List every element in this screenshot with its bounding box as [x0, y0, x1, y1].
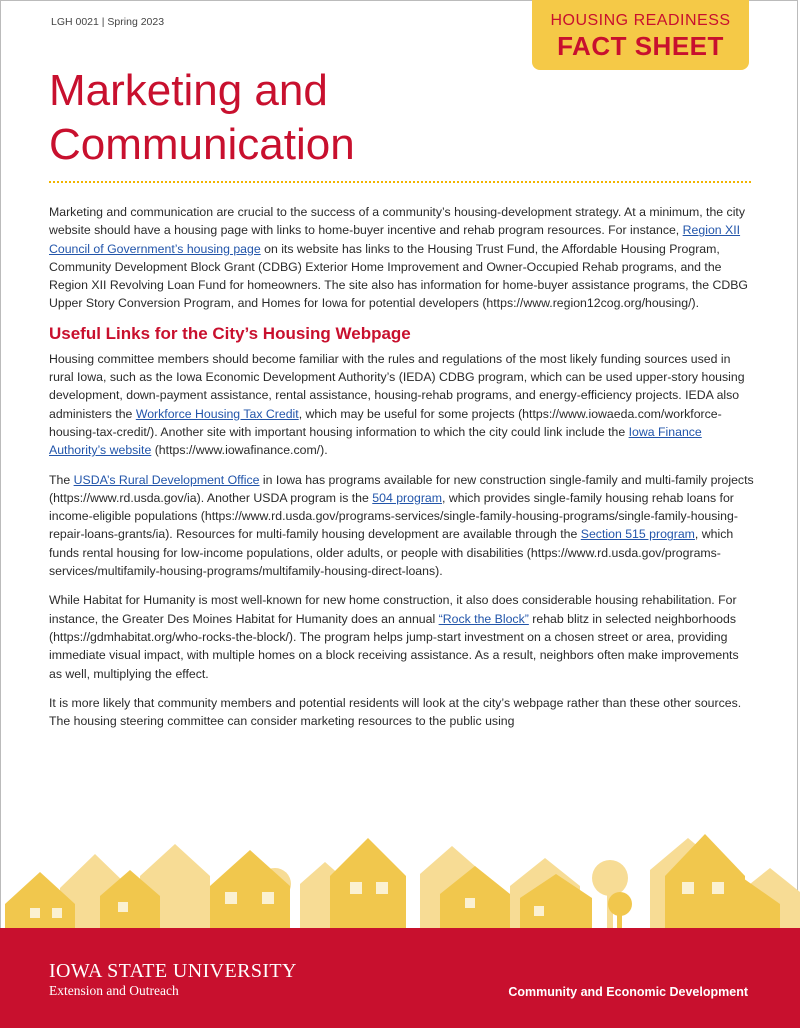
usda-rural-development-link[interactable]: USDA’s Rural Development Office — [73, 472, 260, 487]
page-title: Marketing and Communication — [49, 66, 355, 169]
text-run: , which provides single-family housing rehab loans for income-eligible populations (https://www.rd.usda.gov/programs-services/single-family-housing-programs/single-family-housing-repair-loans-grants/ia). Resources for multi-family housing development are available through the — [49, 490, 738, 542]
usda-paragraph — [49, 471, 755, 581]
city-webpage-paragraph: It is more likely that community members and potential residents will look at the city’s webpage rather than these other sources. The housing steering committee can consider marketing resources to the public using — [49, 695, 742, 729]
dotted-divider — [49, 181, 751, 183]
text-run: in Iowa has programs available for new construction single-family and multi-family projects (https://www.rd.usda.gov/ia). Another USDA program is the — [49, 472, 754, 505]
region-xii-housing-link[interactable]: Region XII Council of Government’s housing page — [49, 223, 741, 256]
iowa-finance-authority-link[interactable]: Iowa Finance Authority’s website — [49, 424, 702, 458]
footer-band — [0, 928, 800, 1028]
intro-paragraph — [49, 203, 755, 313]
workforce-housing-tax-credit-link[interactable]: Workforce Housing Tax Credit — [135, 406, 299, 421]
fact-tab-top-label: HOUSING READINESS — [550, 12, 731, 29]
fact-sheet-tab — [532, 0, 749, 70]
department-label: Community and Economic Development — [508, 985, 748, 999]
text-run: , which funds rental housing for low-income populations, older adults, or people with disabilities (https://www.rd.usda.gov/programs-services/multifamily-housing-programs/multifamily-housing-direct-loans). — [49, 527, 734, 579]
504-program-link[interactable]: 504 program — [372, 490, 443, 505]
text-run: rehab blitz in selected neighborhoods (https://gdmhabitat.org/who-rocks-the-block/). The program helps jump-start investment on a chosen street or area, providing immediate visual impact, with multiple homes on a block receiving assistance. As a result, neighbors often make improvements as well, multiplying the effect. — [49, 611, 739, 681]
isu-wordmark: IOWA STATE UNIVERSITY — [49, 960, 297, 982]
houses-illustration — [0, 826, 800, 930]
rock-the-block-link[interactable]: “Rock the Block” — [438, 611, 529, 626]
text-run: While Habitat for Humanity is most well-known for new home construction, it also does considerable housing rehabilitation. For instance, the Greater Des Moines Habitat for Humanity does an annual — [49, 593, 737, 626]
text-run: (https://www.iowafinance.com/). — [151, 443, 328, 458]
section-heading: Useful Links for the City’s Housing Webpage — [49, 323, 411, 343]
text-run: on its website has links to the Housing Trust Fund, the Affordable Housing Program, Community Development Block Grant (CDBG) Exterior Home Improvement and Owner-Occupied Rehab programs, and the Region XII Revolving Loan Fund for homeowners. The site also has information for home-buyer assistance programs, the CDBG Upper Story Conversion Program, and Homes for Iowa for potential developers (https://www.region12cog.org/housing/). — [49, 241, 748, 311]
fact-tab-bottom-label: FACT SHEET — [557, 31, 724, 61]
text-run: , which may be useful for some projects (https://www.iowaeda.com/workforce-housing-tax-credit/). Another site with important housing information to which the city could link include the — [49, 406, 722, 439]
document-code: LGH 0021 | Spring 2023 — [51, 16, 165, 28]
isu-unit-label: Extension and Outreach — [49, 983, 179, 998]
article-body — [49, 203, 755, 741]
text-run: Housing committee members should become familiar with the rules and regulations of the most likely funding sources used in rural Iowa, such as the Iowa Economic Development Authority’s (IEDA) CDBG program, which can be used upper-story housing development, down-payment assistance, rental assistance, housing-rehab programs, and energy-efficiency projects. IEDA also administers the — [49, 351, 745, 421]
habitat-paragraph — [49, 591, 755, 682]
text-run: The — [49, 472, 74, 487]
funding-paragraph — [49, 350, 755, 460]
text-run: Marketing and communication are crucial to the success of a community’s housing-development strategy. At a minimum, the city website should have a housing page with links to home-buyer incentive and rehab program resources. For instance, — [49, 205, 745, 238]
section-515-program-link[interactable]: Section 515 program — [580, 527, 695, 542]
